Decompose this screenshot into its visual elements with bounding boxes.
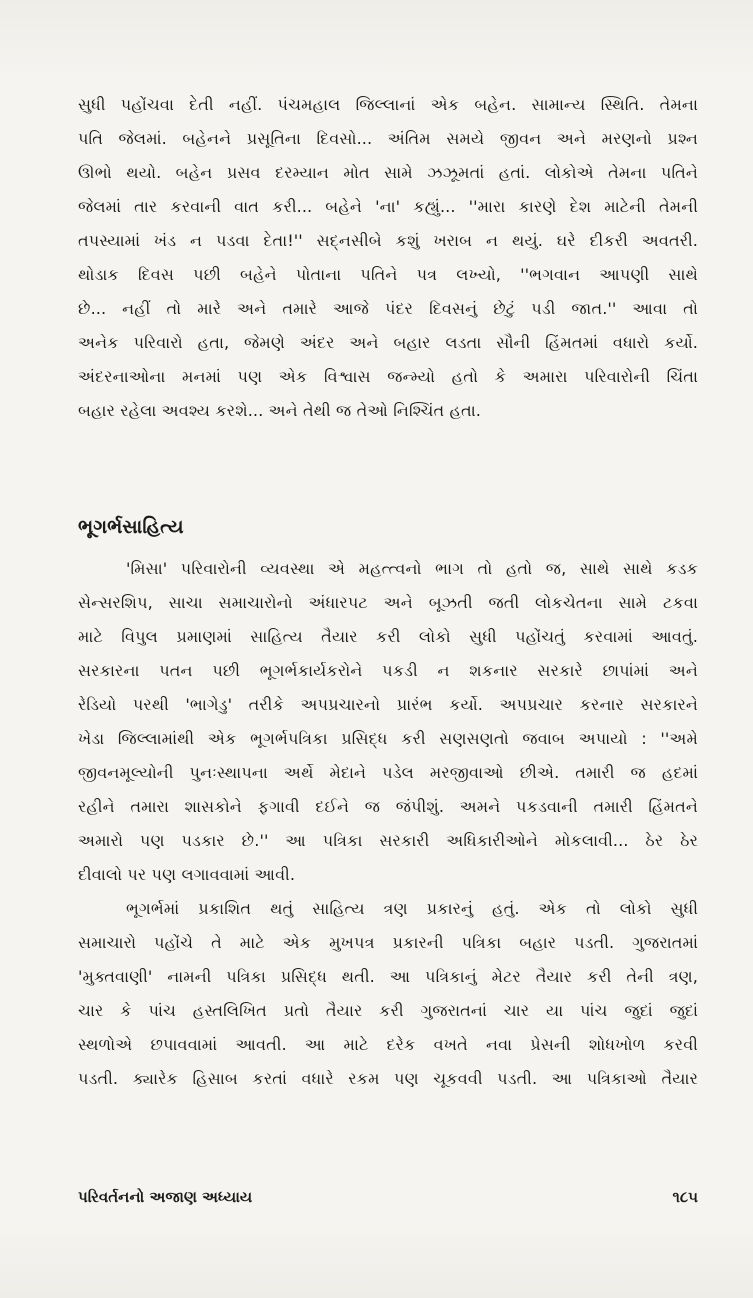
text-line: ભૂગર્ભમાં પ્રકાશિત થતું સાહિત્ય ત્રણ પ્રકારનું હતું. એક તો લોકો સુધી [126, 899, 698, 918]
text-line: છે... નહીં તો મારે અને તમારે આજે પંદર દિવસનું છેટું પડી જાત.'' આવા તો [78, 299, 698, 318]
text-line: સ્થળોએ છપાવવામાં આવતી. આ માટે દરેક વખતે નવા પ્રેસની શોધખોળ કરવી [78, 1035, 698, 1054]
text-line: બહાર રહેલા અવશ્ય કરશે... અને તેથી જ તેઓ નિશ્ચિંત હતા. [78, 401, 481, 420]
text-line: ખેડા જિલ્લામાંથી એક ભૂગર્ભપત્રિકા પ્રસિદ્ધ કરી સણસણતો જવાબ અપાયો : ''અમે [78, 729, 698, 748]
text-line: સમાચારો પહોંચે તે માટે એક મુખપત્ર પ્રકારની પત્રિકા બહાર પડતી. ગુજરાતમાં [78, 933, 698, 952]
section-body [78, 552, 698, 1096]
paragraph-2 [78, 552, 698, 892]
text-line: 'મુક્તવાણી' નામની પત્રિકા પ્રસિદ્ધ થતી. આ પત્રિકાનું મેટર તૈયાર કરી તેની ત્રણ, [78, 967, 698, 986]
text-line: સુધી પહોંચવા દેતી નહીં. પંચમહાલ જિલ્લાનાં એક બહેન. સામાન્ય સ્થિતિ. તેમના [78, 95, 698, 114]
text-line: માટે વિપુલ પ્રમાણમાં સાહિત્ય તૈયાર કરી લોકો સુધી પહોંચતું કરવામાં આવતું. [78, 627, 698, 646]
text-line: જીવનમૂલ્યોની પુનઃસ્થાપના અર્થે મેદાને પડેલ મરજીવાઓ છીએ. તમારી જ હદમાં [78, 763, 698, 782]
text-line: અંદરનાઓના મનમાં પણ એક વિશ્વાસ જન્મ્યો હતો કે અમારા પરિવારોની ચિંતા [78, 367, 698, 386]
text-line: પતિ જેલમાં. બહેનને પ્રસૂતિના દિવસો... અંતિમ સમયે જીવન અને મરણનો પ્રશ્ન [78, 129, 698, 148]
text-line: સરકારના પતન પછી ભૂગર્ભકાર્યકરોને પકડી ન શકનાર સરકારે છાપાંમાં અને [78, 661, 698, 680]
text-line: ચાર કે પાંચ હસ્તલિખિત પ્રતો તૈયાર કરી ગુજરાતનાં ચાર યા પાંચ જુદાં જુદાં [78, 1001, 698, 1020]
paragraph-1 [78, 88, 698, 428]
book-title: પરિવર્તનનો અજાણ અધ્યાય [78, 1188, 253, 1206]
page-number: ૧૮૫ [672, 1188, 698, 1206]
text-line: ઊભો થયો. બહેન પ્રસવ દરમ્યાન મોત સામે ઝઝૂમતાં હતાં. લોકોએ તેમના પતિને [78, 163, 698, 182]
text-line: થોડાક દિવસ પછી બહેને પોતાના પતિને પત્ર લખ્યો, ''ભગવાન આપણી સાથે [78, 265, 698, 284]
text-line: તપસ્યામાં ખંડ ન પડવા દેતા!'' સદ્નસીબે કશું ખરાબ ન થયું. ઘરે દીકરી અવતરી. [78, 231, 698, 250]
text-line: રેડિયો પરથી 'ભાગેડુ' તરીકે અપપ્રચારનો પ્રારંભ કર્યો. અપપ્રચાર કરનાર સરકારને [78, 695, 698, 714]
section-heading: ભૂગર્ભસાહિત્ય [78, 516, 184, 538]
text-line: અમારો પણ પડકાર છે.'' આ પત્રિકા સરકારી અધિકારીઓને મોકલાવી... ઠેર ઠેર [78, 831, 698, 850]
text-line: 'મિસા' પરિવારોની વ્યવસ્થા એ મહત્ત્વનો ભાગ તો હતો જ, સાથે સાથે કડક [126, 559, 698, 578]
text-line: દીવાલો પર પણ લગાવવામાં આવી. [78, 865, 296, 884]
text-line: પડતી. ક્યારેક હિસાબ કરતાં વધારે રકમ પણ ચૂકવવી પડતી. આ પત્રિકાઓ તૈયાર [78, 1069, 698, 1088]
text-line: અનેક પરિવારો હતા, જેમણે અંદર અને બહાર લડતા સૌની હિંમતમાં વધારો કર્યો. [78, 333, 698, 352]
text-line: સેન્સરશિપ, સાચા સમાચારોનો અંધારપટ અને બૂઝતી જતી લોકચેતના સામે ટકવા [78, 593, 698, 612]
text-line: રહીને તમારા શાસકોને ફગાવી દઈને જ જંપીશું. અમને પકડવાની તમારી હિંમતને [78, 797, 698, 816]
text-line: જેલમાં તાર કરવાની વાત કરી... બહેને 'ના' કહ્યું... ''મારા કારણે દેશ માટેની તેમની [78, 197, 698, 216]
paragraph-3 [78, 892, 698, 1096]
